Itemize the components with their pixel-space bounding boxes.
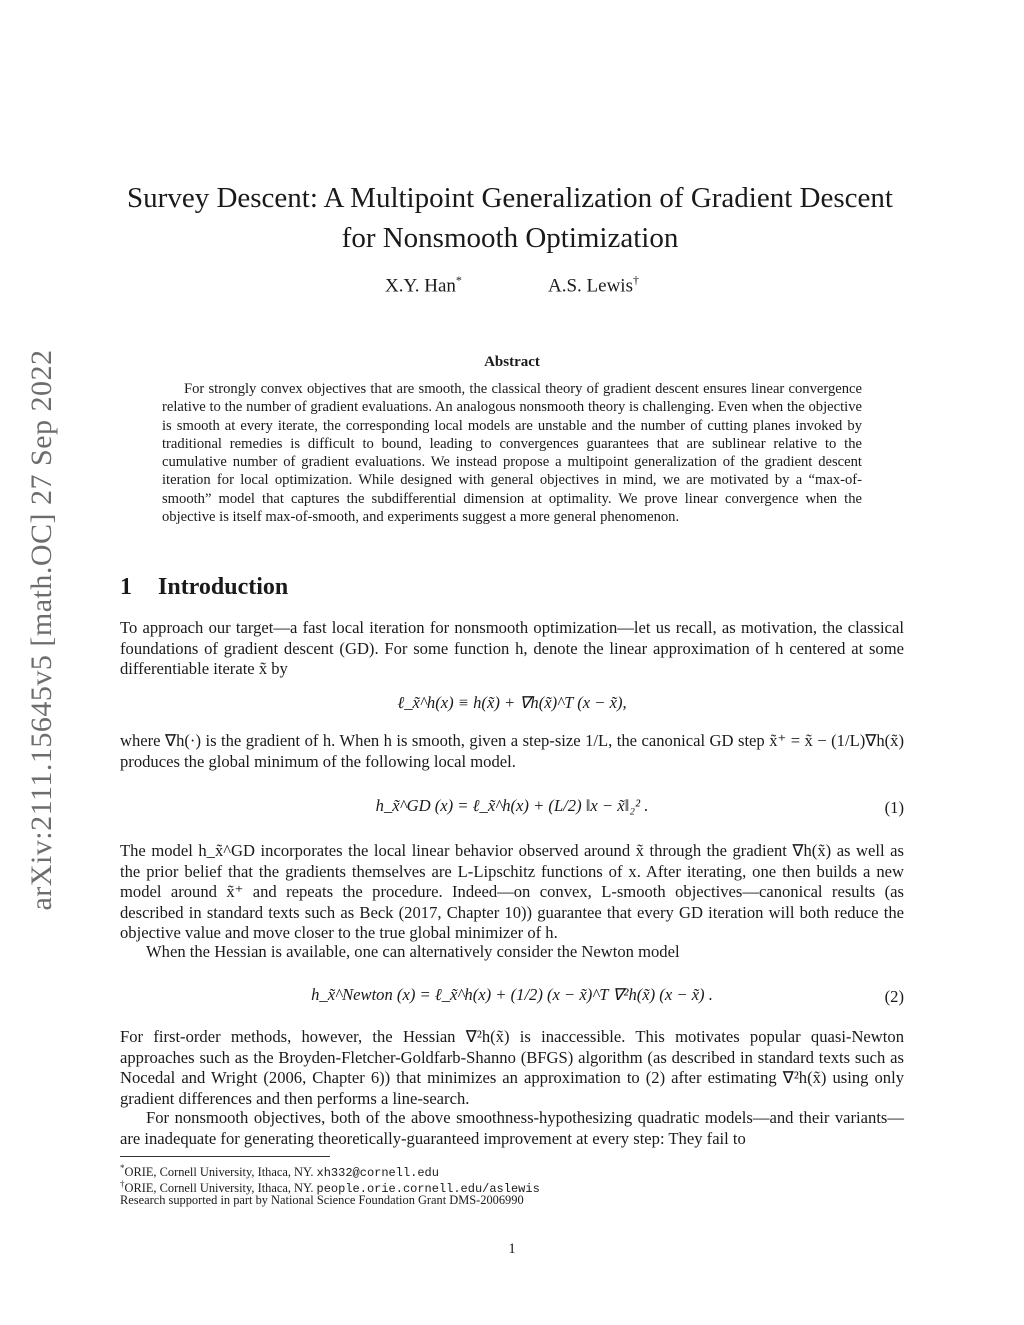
equation-newton-model: h_x̃^Newton (x) = ℓ_x̃^h(x) + (1/2) (x − x̃)^T ∇²h(x̃) (x − x̃) . (311, 985, 713, 1004)
footnote-divider (120, 1156, 330, 1157)
equation-linear-approx: ℓ_x̃^h(x) ≡ h(x̃) + ∇h(x̃)^T (x − x̃), (397, 693, 627, 712)
equation-number-1: (1) (884, 798, 904, 817)
arxiv-stamp: arXiv:2111.15645v5 [math.OC] 27 Sep 2022 (25, 349, 58, 911)
author-lewis: A.S. Lewis† (548, 273, 639, 297)
paragraph-6: For nonsmooth objectives, both of the above smoothness-hypothesizing quadratic models—and their variants—are inadequate for generating theoretically-guaranteed improvement at every step: They fail to (120, 1108, 904, 1148)
paragraph-1: To approach our target—a fast local iteration for nonsmooth optimization—let us recall, as motivation, the classical foundations of gradient descent (GD). For some function h, denote the linear approximation of h centered at some differentiable iterate x̃ by (120, 618, 904, 679)
page-number: 1 (508, 1241, 516, 1257)
email-link[interactable]: xh332@cornell.edu (316, 1166, 439, 1181)
equation-number-2: (2) (884, 987, 904, 1006)
footnote-lewis: †ORIE, Cornell University, Ithaca, NY. people.orie.cornell.edu/aslewis (120, 1179, 540, 1197)
paper-title: Survey Descent: A Multipoint Generalization of Gradient Descent for Nonsmooth Optimization (127, 182, 893, 254)
footnote-han: *ORIE, Cornell University, Ithaca, NY. xh332@cornell.edu (120, 1163, 439, 1181)
section-heading: 1 Introduction (120, 574, 289, 600)
paragraph-2: where ∇h(·) is the gradient of h. When h is smooth, given a step-size 1/L, the canonical GD step x̃⁺ = x̃ − (1/L)∇h(x̃) produces the global minimum of the following local model. (120, 731, 904, 771)
paragraph-3: The model h_x̃^GD incorporates the local linear behavior observed around x̃ through the gradient ∇h(x̃) as well as the prior belief that the gradients themselves are L-Lipschitz functions of x. After iterating, one then builds a new model around x̃⁺ and repeats the procedure. Indeed—on convex, L-smooth objectives—canonical results (as described in standard texts such as Beck (2017, Chapter 10)) guarantee that every GD iteration will both reduce the objective value and move closer to the true global minimizer of h. (120, 841, 904, 943)
paragraph-5: For first-order methods, however, the Hessian ∇²h(x̃) is inaccessible. This motivates popular quasi-Newton approaches such as the Broyden-Fletcher-Goldfarb-Shanno (BFGS) algorithm (as described in standard texts such as Nocedal and Wright (2006, Chapter 6)) that minimizes an approximation to (2) after estimating ∇²h(x̃) using only gradient differences and then performs a line-search. (120, 1027, 904, 1108)
abstract-heading: Abstract (484, 354, 540, 370)
footnote-funding: Research supported in part by National Science Foundation Grant DMS-2006990 (120, 1193, 524, 1207)
author-han: X.Y. Han* (385, 273, 462, 297)
homepage-link[interactable]: people.orie.cornell.edu/aslewis (316, 1182, 540, 1197)
equation-gd-model: h_x̃^GD (x) = ℓ_x̃^h(x) + (L/2) ‖x − x̃‖₂² . (375, 796, 649, 815)
paragraph-4: When the Hessian is available, one can alternatively consider the Newton model (146, 942, 680, 961)
abstract-text: For strongly convex objectives that are smooth, the classical theory of gradient descent ensures linear convergence relative to the number of gradient evaluations. An analogous nonsmooth theory is challenging. Even when the objective is smooth at every iterate, the corresponding local models are unstable and the number of cutting planes invoked by traditional remedies is difficult to bound, leading to convergences guarantees that are sublinear relative to the cumulative number of gradient evaluations. We instead propose a multipoint generalization of the gradient descent iteration for local optimization. While designed with general objectives in mind, we are motivated by a “max-of-smooth” model that captures the subdifferential dimension at optimality. We prove linear convergence when the objective is itself max-of-smooth, and experiments suggest a more general phenomenon. (162, 381, 862, 526)
